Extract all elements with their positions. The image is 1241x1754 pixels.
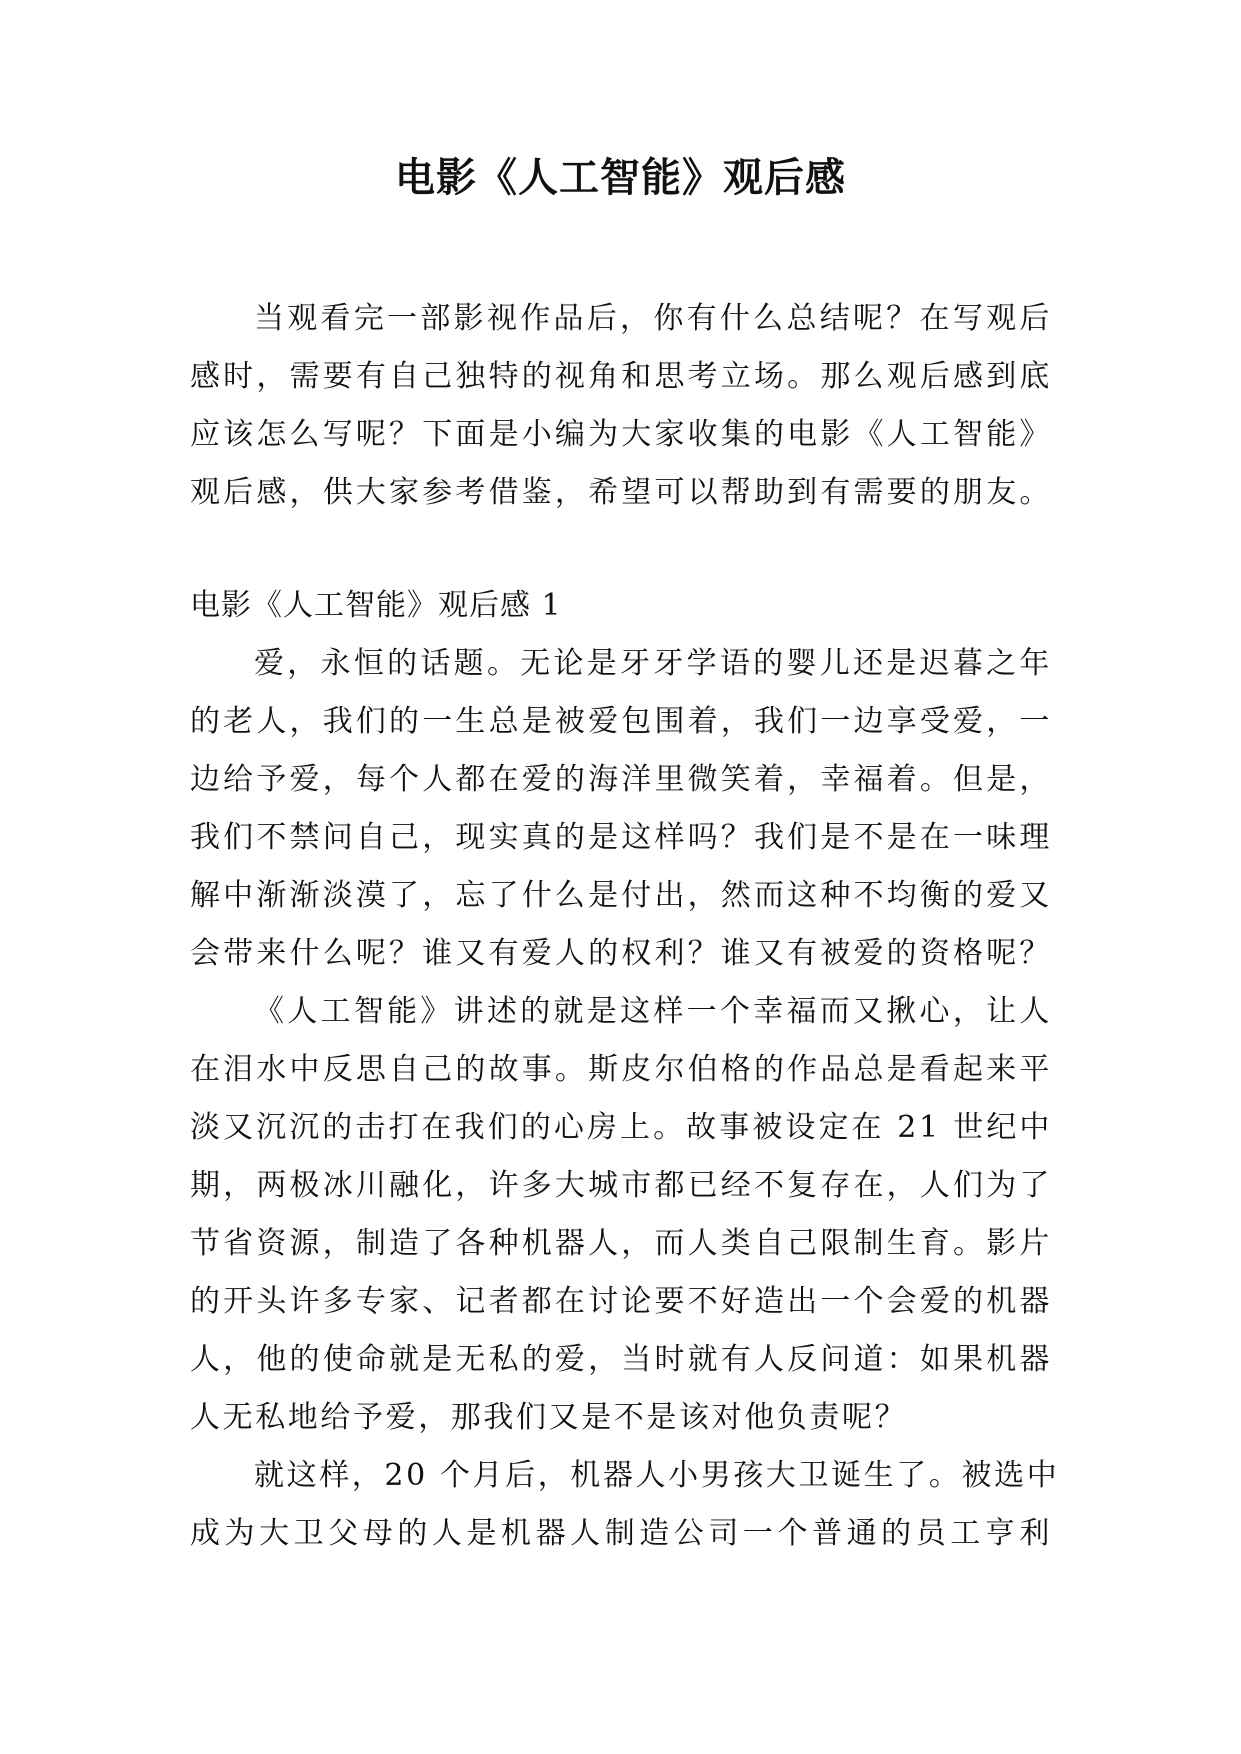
- text-line: 节省资源，制造了各种机器人，而人类自己限制生育。影片: [190, 1226, 1052, 1261]
- text-line: 观后感，供大家参考借鉴，希望可以帮助到有需要的朋友。: [190, 475, 1052, 510]
- text-line: 会带来什么呢？谁又有爱人的权利？谁又有被爱的资格呢？: [190, 936, 1052, 971]
- text-line: 边给予爱，每个人都在爱的海洋里微笑着，幸福着。但是，: [190, 762, 1052, 797]
- text-line: 淡又沉沉的击打在我们的心房上。故事被设定在 21 世纪中: [190, 1110, 1052, 1145]
- text-line: 应该怎么写呢？下面是小编为大家收集的电影《人工智能》: [190, 417, 1052, 452]
- text-line: 的开头许多专家、记者都在讨论要不好造出一个会爱的机器: [190, 1284, 1052, 1319]
- text-line: 就这样，20 个月后，机器人小男孩大卫诞生了。被选中: [254, 1458, 1060, 1493]
- text-line: 在泪水中反思自己的故事。斯皮尔伯格的作品总是看起来平: [190, 1052, 1052, 1087]
- text-line: 解中渐渐淡漠了，忘了什么是付出，然而这种不均衡的爱又: [190, 878, 1052, 913]
- section-body: [190, 635, 1060, 1563]
- text-line: 成为大卫父母的人是机器人制造公司一个普通的员工亨利: [190, 1516, 1052, 1551]
- section-heading: 电影《人工智能》观后感 1: [190, 588, 562, 623]
- text-line: 人，他的使命就是无私的爱，当时就有人反问道：如果机器: [190, 1342, 1052, 1377]
- text-line: 人无私地给予爱，那我们又是不是该对他负责呢？: [190, 1400, 908, 1435]
- document-title: 电影《人工智能》观后感: [395, 154, 846, 201]
- text-line: 感时，需要有自己独特的视角和思考立场。那么观后感到底: [190, 359, 1052, 394]
- text-line: 期，两极冰川融化，许多大城市都已经不复存在，人们为了: [190, 1168, 1052, 1203]
- text-line: 的老人，我们的一生总是被爱包围着，我们一边享受爱，一: [190, 704, 1052, 739]
- text-line: 我们不禁问自己，现实真的是这样吗？我们是不是在一味理: [190, 820, 1052, 855]
- text-line: 爱，永恒的话题。无论是牙牙学语的婴儿还是迟暮之年: [254, 646, 1052, 681]
- text-line: 当观看完一部影视作品后，你有什么总结呢？在写观后: [254, 301, 1052, 336]
- intro-paragraph: [190, 290, 1052, 522]
- text-line: 《人工智能》讲述的就是这样一个幸福而又揪心，让人: [254, 994, 1052, 1029]
